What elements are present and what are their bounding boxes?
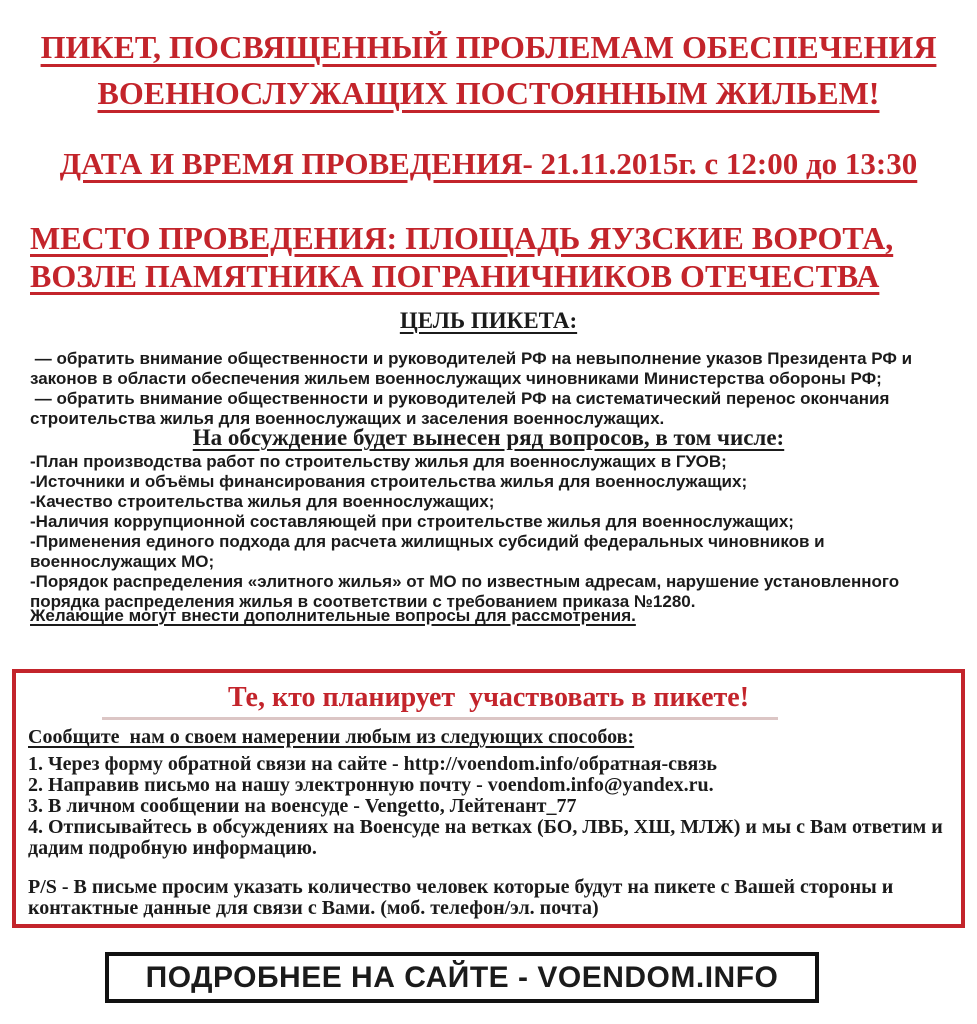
agenda-item: -Источники и объёмы финансирования строительства жилья для военнослужащих; — [30, 472, 748, 491]
agenda-heading: На обсуждение будет вынесен ряд вопросов, в том числе: — [192, 425, 785, 450]
agenda-list — [30, 452, 969, 612]
contact-method: 1. Через форму обратной связи на сайте - http://voendom.info/обратная-связь — [28, 753, 717, 775]
contact-method: 3. В личном сообщении на военсуде - Vengetto, Лейтенант_77 — [28, 795, 577, 817]
agenda-item: -Применения единого подхода для расчета жилищных субсидий федеральных чиновников и военнослужащих МО; — [30, 532, 830, 571]
contact-methods-intro: Сообщите нам о своем намерении любым из следующих способов: — [28, 726, 635, 748]
agenda-item: -Качество строительства жилья для военнослужащих; — [30, 492, 495, 511]
goal-heading: ЦЕЛЬ ПИКЕТА: — [399, 308, 578, 333]
goal-paragraphs — [30, 349, 963, 429]
faded-underline-artifact — [102, 717, 778, 720]
footer-banner-text: ПОДРОБНЕЕ НА САЙТЕ - VOENDOM.INFO — [145, 960, 779, 994]
participation-box-title: Те, кто планирует участвовать в пикете! — [227, 682, 750, 713]
main-title-line2: ВОЕННОСЛУЖАЩИХ ПОСТОЯННЫМ ЖИЛЬЕМ! — [97, 75, 880, 111]
event-datetime: ДАТА И ВРЕМЯ ПРОВЕДЕНИЯ- 21.11.2015г. с 12:00 до 13:30 — [59, 146, 918, 181]
agenda-item: -Наличия коррупционной составляющей при строительстве жилья для военнослужащих; — [30, 512, 794, 531]
agenda-item: -Порядок распределения «элитного жилья» от МО по известным адресам, нарушение установленного порядка распределения жилья в соответствии с требованием приказа №1280. — [30, 572, 904, 611]
participation-box-content — [28, 727, 949, 919]
event-location-line1: МЕСТО ПРОВЕДЕНИЯ: ПЛОЩАДЬ ЯУЗСКИЕ ВОРОТА, — [30, 220, 894, 256]
ps-note: P/S - В письме просим указать количество человек которые будут на пикете с Вашей стороны и контактные данные для связи с Вами. (моб. телефон/эл. почта) — [28, 876, 899, 919]
participation-box — [12, 669, 965, 928]
contact-method: 2. Направив письмо на нашу электронную почту - voendom.info@yandex.ru. — [28, 774, 714, 796]
event-location — [30, 219, 957, 295]
additional-questions-note: Желающие могут внести дополнительные вопросы для рассмотрения. — [30, 606, 636, 625]
event-location-line2: ВОЗЛЕ ПАМЯТНИКА ПОГРАНИЧНИКОВ ОТЕЧЕСТВА — [30, 258, 880, 294]
contact-method: 4. Отписывайтесь в обсуждениях на Военсуде на ветках (БО, ЛВБ, ХШ, МЛЖ) и мы с Вам ответим и дадим подробную информацию. — [28, 816, 948, 859]
footer-banner — [105, 952, 819, 1003]
goal-paragraph: — обратить внимание общественности и руководителей РФ на невыполнение указов Президента РФ и законов в области обеспечения жильем военнослужащих чиновниками Министерства обороны РФ; — [30, 349, 917, 388]
agenda-item: -План производства работ по строительству жилья для военнослужащих в ГУОВ; — [30, 452, 727, 471]
main-title — [0, 24, 977, 116]
goal-paragraph: — обратить внимание общественности и руководителей РФ на систематический перенос окончания строительства жилья для военнослужащих и заселения военнослужащих. — [30, 389, 895, 428]
main-title-line1: ПИКЕТ, ПОСВЯЩЕННЫЙ ПРОБЛЕМАМ ОБЕСПЕЧЕНИЯ — [40, 29, 937, 65]
